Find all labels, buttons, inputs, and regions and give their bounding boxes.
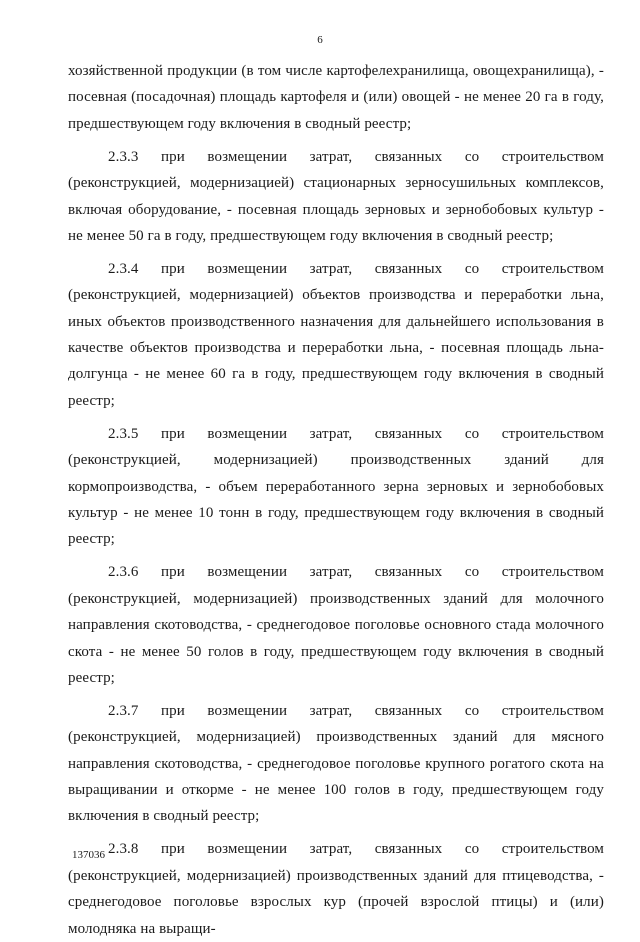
paragraph-2-3-5: 2.3.5 при возмещении затрат, связанных со строительством (реконструкцией, модернизацией) производственных зданий для кормопроизводства, - объем переработанного зерна зерновых и зернобобовых культур - не менее 10 тонн в году, предшествующем году включения в сводный реестр; <box>68 425 604 548</box>
paragraph-continuation: хозяйственной продукции (в том числе картофелехранилища, овощехранилища), - посевная (посадочная) площадь картофеля и (или) овощей - не менее 20 га в году, предшествующем году включения в сводный реестр; <box>68 63 604 132</box>
document-body <box>68 58 604 942</box>
paragraph-2-3-8: 2.3.8 при возмещении затрат, связанных со строительством (реконструкцией, модернизацией) производственных зданий для птицеводства, - среднегодовое поголовье взрослых кур (прочей взрослой птицы) и (или) молодняка на выращи- <box>68 841 604 937</box>
paragraph-2-3-4: 2.3.4 при возмещении затрат, связанных со строительством (реконструкцией, модернизацией) объектов производства и переработки льна, иных объектов производственного назначения для дальнейшего использования в качестве объектов производства и переработки льна, - посевная площадь льна-долгунца - не менее 60 га в году, предшествующем году включения в сводный реестр; <box>68 260 604 409</box>
paragraph-2-3-6: 2.3.6 при возмещении затрат, связанных со строительством (реконструкцией, модернизацией) производственных зданий для молочного направления скотоводства, - среднегодовое поголовье основного стада молочного скота - не менее 50 голов в году, предшествующем году включения в сводный реестр; <box>68 564 604 686</box>
page-number: 6 <box>317 34 323 46</box>
paragraph-2-3-7: 2.3.7 при возмещении затрат, связанных со строительством (реконструкцией, модернизацией) производственных зданий для мясного направления скотоводства, - среднегодовое поголовье крупного рогатого скота на выращивании и откорме - не менее 100 голов в году, предшествующем году включения в сводный реестр; <box>68 702 604 825</box>
paragraph-2-3-3: 2.3.3 при возмещении затрат, связанных со строительством (реконструкцией, модернизацией) стационарных зерносушильных комплексов, включая оборудование, - посевная площадь зерновых и зернобобовых культур - не менее 50 га в году, предшествующем году включения в сводный реестр; <box>68 148 604 244</box>
document-code: 137036 <box>72 849 105 861</box>
